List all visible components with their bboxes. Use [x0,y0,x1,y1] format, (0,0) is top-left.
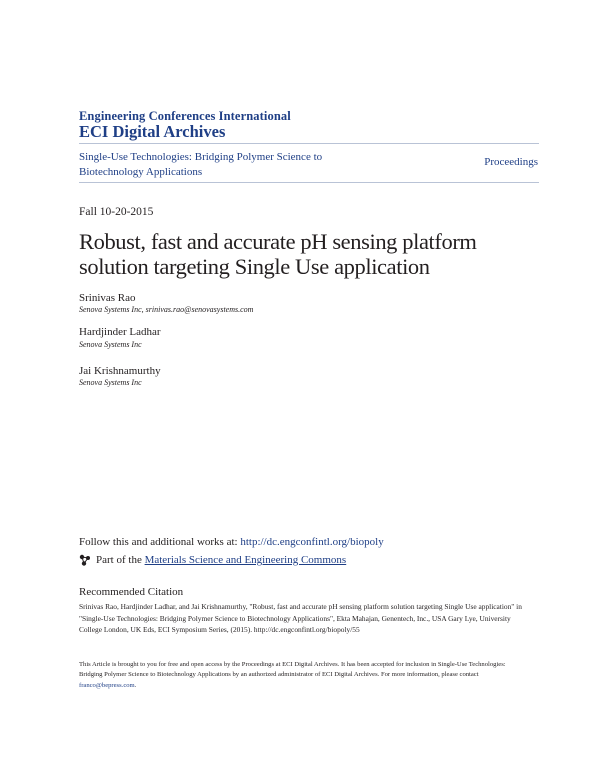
author-affiliation: Senova Systems Inc [79,378,142,387]
organization-name: Engineering Conferences International [79,109,291,123]
commons-network-icon [79,554,91,566]
divider-top [79,143,539,144]
collection-link[interactable]: http://dc.engconfintl.org/biopoly [240,536,384,548]
archive-name[interactable]: ECI Digital Archives [79,122,226,141]
citation-heading: Recommended Citation [79,586,184,598]
series-link[interactable]: Single-Use Technologies: Bridging Polymer Science to Biotechnology Applications [79,151,323,178]
access-notice-end: . [134,681,137,689]
access-notice-text: This Article is brought to you for free and open access by the Proceedings at ECI Digital Archives. It has been accepted for inclusion in Single-Use Technologies: Bridging Polymer Science to Biotechnology Applications by an authorized administrator of ECI Digital Archives. For more information, please contact [79,661,506,679]
publication-date: Fall 10-20-2015 [79,206,154,218]
author-affiliation: Senova Systems Inc, srinivas.rao@senovasystems.com [79,305,254,314]
author-name: Srinivas Rao [79,292,136,304]
part-of-text: Part of the [96,554,142,566]
author-name: Jai Krishnamurthy [79,365,161,377]
access-notice [79,660,527,691]
author-affiliation: Senova Systems Inc [79,340,142,349]
commons-link[interactable]: Materials Science and Engineering Commons [144,554,347,566]
contact-email-link[interactable]: franco@bepress.com [79,681,135,689]
part-of-line [79,554,346,566]
citation-text: Srinivas Rao, Hardjinder Ladhar, and Jai Krishnamurthy, "Robust, fast and accurate pH sensing platform solution targeting Single Use application" in "Single-Use Technologies: Bridging Polymer Science to Biotechnology Applications", Ekta Mahajan, Genentech, Inc., USA Gary Lye, University College London, UK Eds, ECI Symposium Series, (2015). http://dc.engconfintl.org/biopoly/55 [79,602,522,635]
author-name: Hardjinder Ladhar [79,326,161,338]
divider-bottom [79,182,539,183]
follow-line [79,536,384,548]
series-type-link[interactable]: Proceedings [484,156,538,168]
article-title: Robust, fast and accurate pH sensing platform solution targeting Single Use application [79,229,477,279]
follow-text: Follow this and additional works at: [79,536,241,548]
